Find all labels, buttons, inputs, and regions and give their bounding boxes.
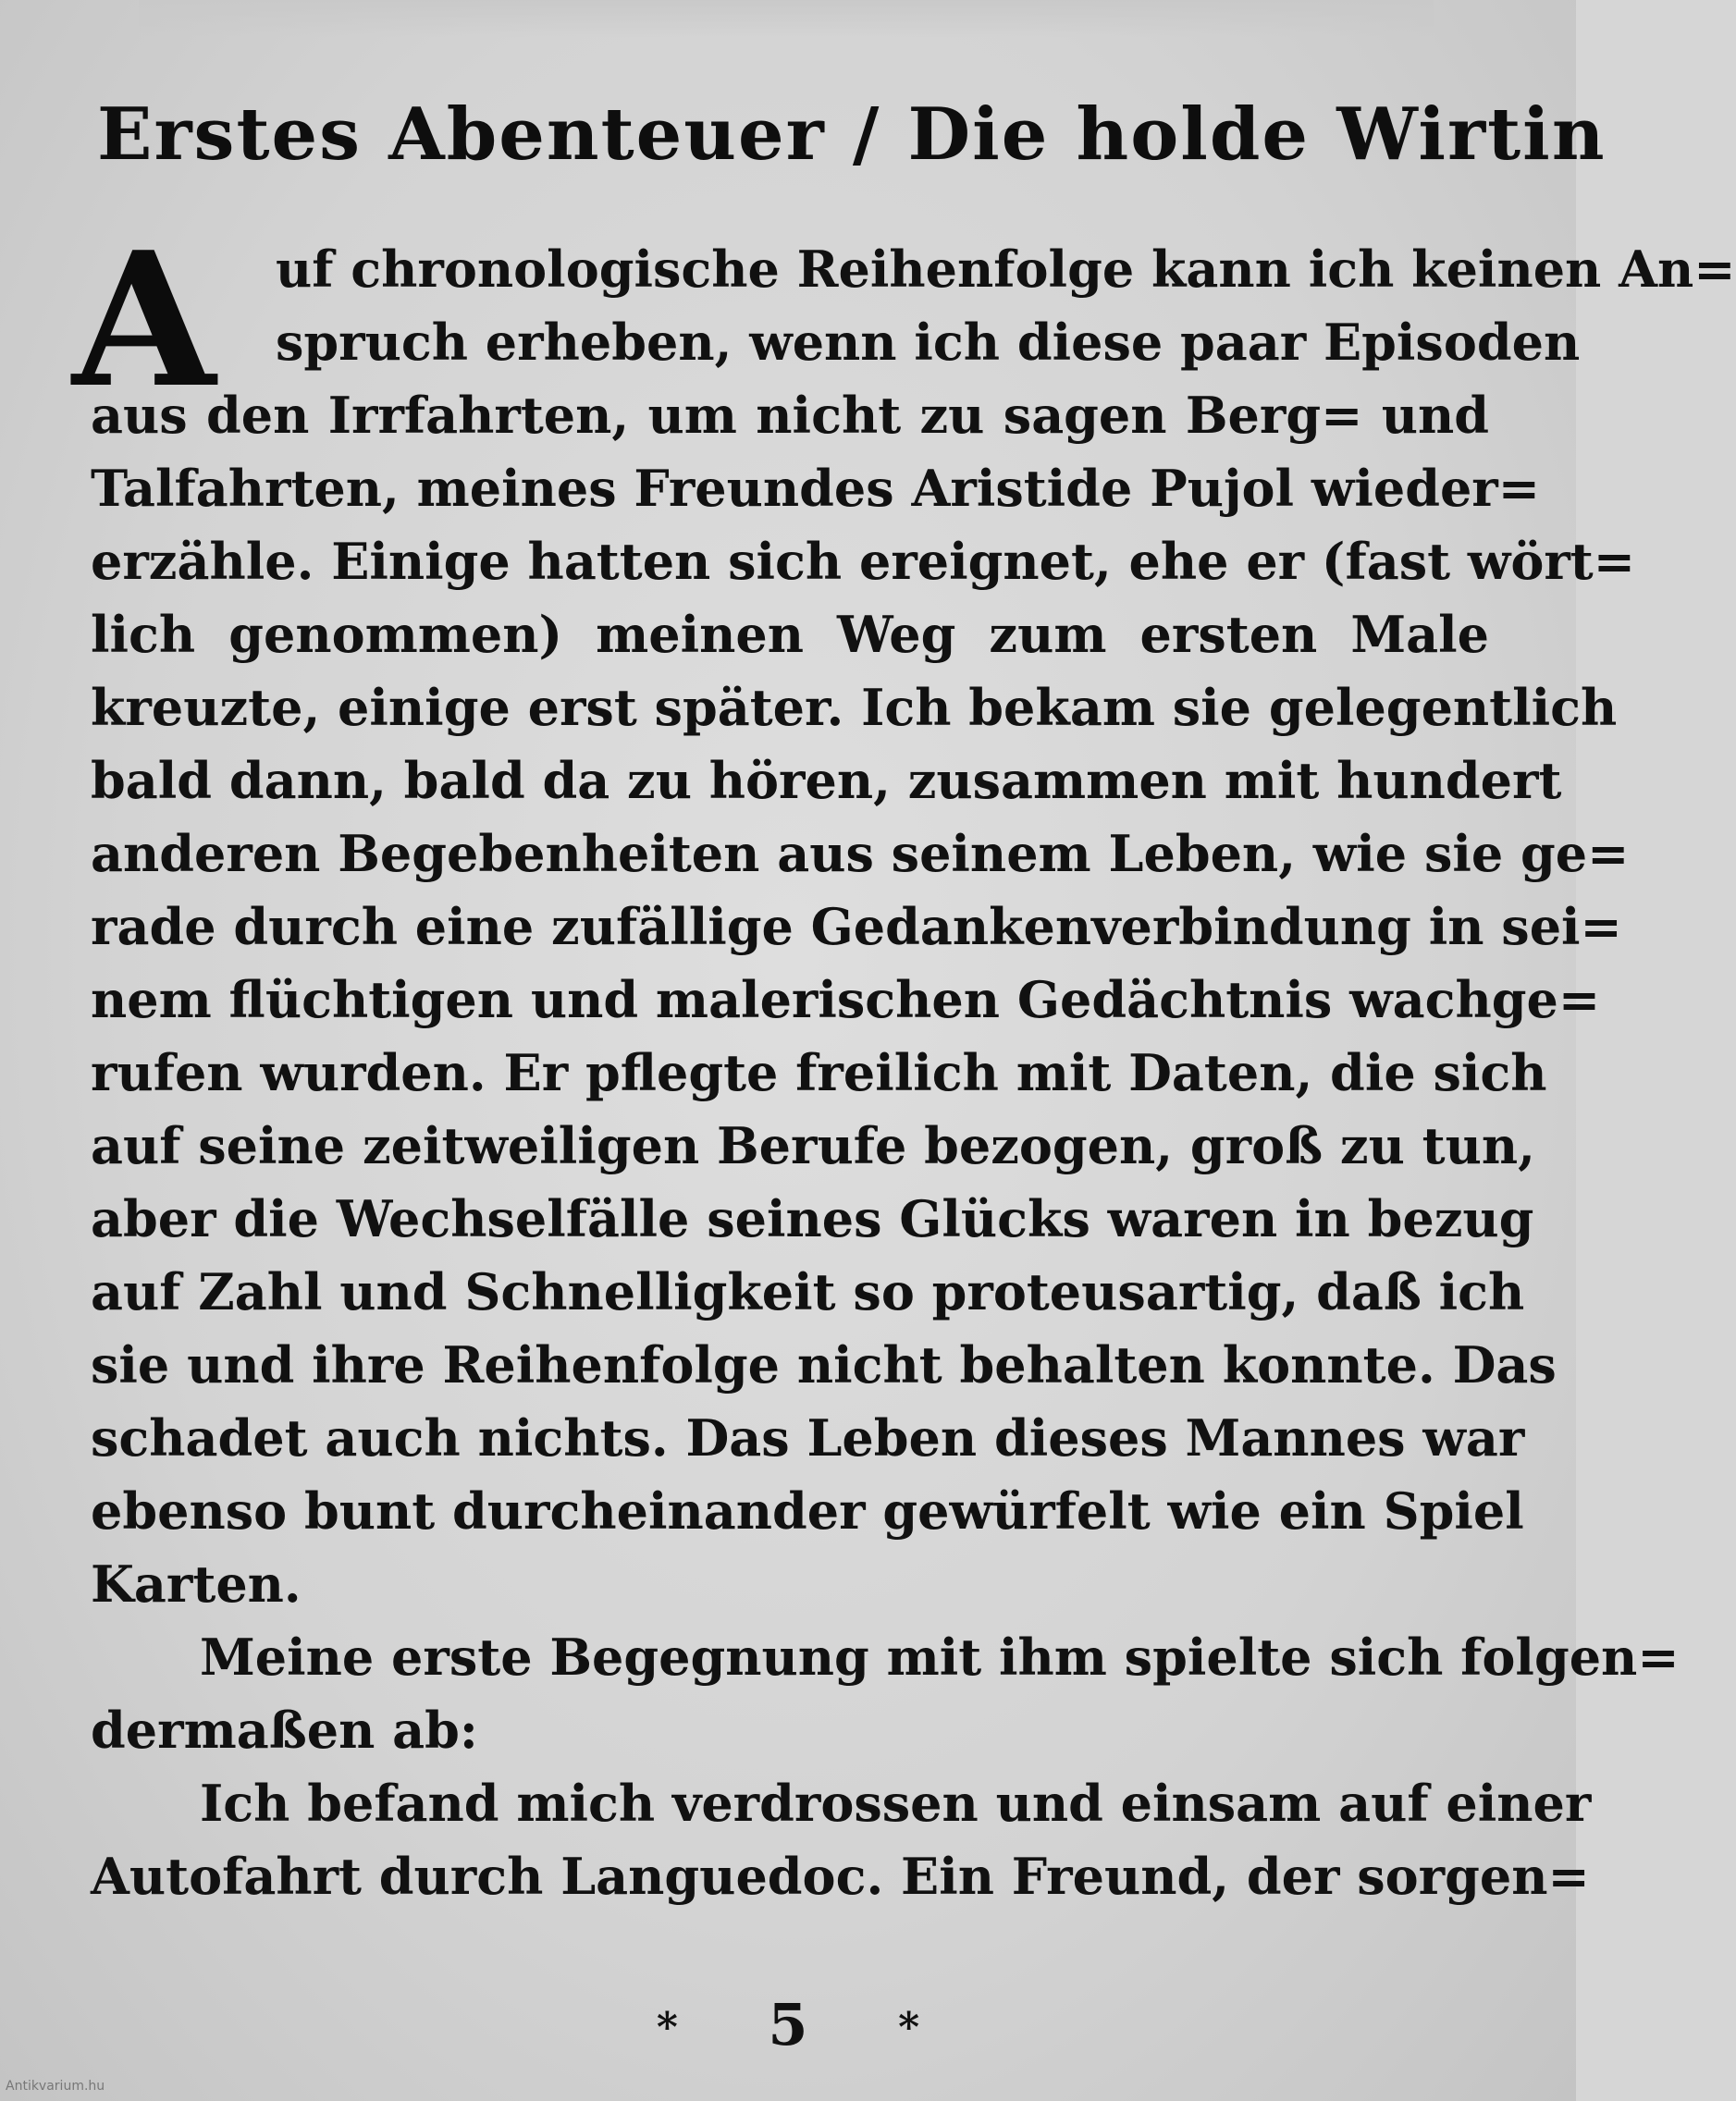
text-line: anderen Begebenheiten aus seinem Leben, wie sie ge= [91,824,1630,883]
text-line: sie und ihre Reihenfolge nicht behalten konnte. Das [91,1335,1557,1395]
chapter-title: Erstes Abenteuer / Die holde Wirtin [97,92,1607,177]
text-line: erzähle. Einige hatten sich ereignet, ehe er (fast wört= [91,532,1635,591]
ornament-left: * [656,2004,678,2051]
text-line: spruch erheben, wenn ich diese paar Episoden [276,313,1581,372]
text-line: auf Zahl und Schnelligkeit so proteusartig, daß ich [91,1262,1525,1321]
text-line: rade durch eine zufällige Gedankenverbindung in sei= [91,897,1622,956]
text-line: Ich befand mich verdrossen und einsam auf einer [200,1774,1592,1833]
text-line: Talfahrten, meines Freundes Aristide Pujol wieder= [91,459,1541,518]
page-number: 5 [768,1991,808,2058]
drop-capital: A [72,212,216,429]
page-footer [0,1988,1576,2069]
text-line: aus den Irrfahrten, um nicht zu sagen Berg= und [91,386,1489,445]
text-line: dermaßen ab: [91,1701,478,1760]
body-text [91,233,1736,1913]
watermark-text: Antikvarium.hu [6,2079,105,2094]
text-line: rufen wurden. Er pflegte freilich mit Daten, die sich [91,1043,1547,1102]
text-line: schadet auch nichts. Das Leben dieses Mannes war [91,1408,1525,1468]
text-line: lich genommen) meinen Weg zum ersten Male [91,605,1489,664]
text-line: uf chronologische Reihenfolge kann ich keinen An= [276,240,1736,299]
text-line: Autofahrt durch Languedoc. Ein Freund, der sorgen= [91,1847,1590,1906]
text-line: Meine erste Begegnung mit ihm spielte sich folgen= [200,1628,1680,1687]
bleed-through-shadow [139,0,1434,37]
ornament-right: * [898,2004,920,2051]
text-line: bald dann, bald da zu hören, zusammen mit hundert [91,751,1562,810]
text-line: kreuzte, einige erst später. Ich bekam sie gelegentlich [91,678,1618,737]
text-line: auf seine zeitweiligen Berufe bezogen, groß zu tun, [91,1116,1535,1175]
text-line: nem flüchtigen und malerischen Gedächtnis wachge= [91,970,1601,1029]
text-line: ebenso bunt durcheinander gewürfelt wie ein Spiel [91,1481,1524,1541]
text-line: aber die Wechselfälle seines Glücks waren in bezug [91,1189,1534,1248]
text-line: Karten. [91,1554,302,1614]
